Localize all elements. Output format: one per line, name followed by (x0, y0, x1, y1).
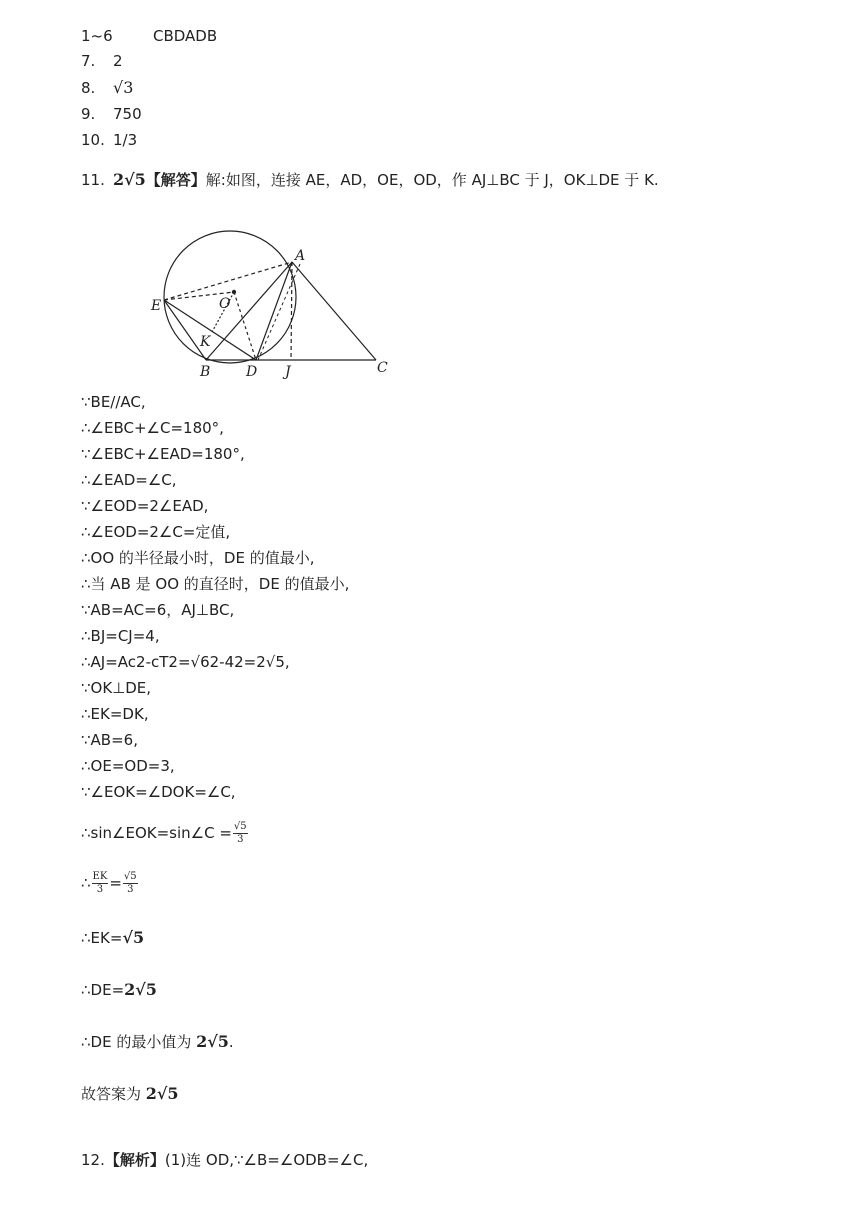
step-line: ∴∠EAD=∠C, (81, 471, 177, 489)
segment-od (234, 292, 256, 360)
answer-row-8: 8. √3 (81, 78, 134, 97)
sin-line: ∴sin∠EOK=sin∠C = $\frac{√5}{3}$ (81, 821, 247, 845)
step-line: ∴BJ=CJ=4, (81, 627, 160, 645)
step-line: ∵∠EOD=2∠EAD, (81, 497, 209, 515)
label-o: O (219, 296, 231, 312)
segment-ae (164, 262, 292, 300)
step-line: ∴EK=DK, (81, 705, 149, 723)
step-line: ∴∠EOD=2∠C=定值, (81, 523, 231, 541)
label-k: K (200, 334, 211, 350)
step-line: ∴AJ=Ac2-cT2=√62-42=2√5, (81, 653, 290, 671)
label-a: A (295, 248, 306, 264)
ratio-line: ∴ $\frac{EK}{3}$ = $\frac{√5}{3}$ (81, 871, 137, 895)
step-line: ∵AB=AC=6，AJ⊥BC, (81, 601, 235, 619)
final-answer-line: 故答案为 2√5 (81, 1084, 179, 1103)
fraction: $\frac{√5}{3}$ (123, 871, 137, 895)
segment-de (164, 300, 256, 360)
step-line: ∴OO 的半径最小时，DE 的值最小, (81, 549, 315, 567)
answer-row-10: 10. 1/3 (81, 131, 138, 149)
label-c: C (377, 360, 388, 376)
fraction: $\frac{√5}{3}$ (233, 821, 247, 845)
answer-row-7: 7. 2 (81, 52, 123, 70)
question-12-heading: 12.【解析】(1)连 OD,∵∠B=∠ODB=∠C, (81, 1151, 369, 1169)
answer-row-1-6: 1~6 CBDADB (81, 27, 218, 45)
step-line: ∵AB=6, (81, 731, 138, 749)
de-line: ∴DE=2√5 (81, 980, 157, 999)
label-d: D (246, 364, 258, 380)
label-e: E (151, 298, 162, 314)
min-value-line: ∴DE 的最小值为 2√5. (81, 1032, 234, 1051)
step-line: ∵BE//AC, (81, 393, 146, 411)
question-11-heading: 11. 2√5【解答】解:如图，连接 AE，AD，OE，OD，作 AJ⊥BC 于 J，OK⊥DE 于 K. (81, 170, 659, 189)
step-line: ∴∠EBC+∠C=180°, (81, 419, 224, 437)
step-line: ∴当 AB 是 OO 的直径时，DE 的值最小, (81, 575, 350, 593)
ek-line: ∴EK=√5 (81, 928, 145, 947)
label-b: B (200, 364, 211, 380)
label-j: J (285, 364, 291, 380)
point-o (232, 290, 236, 294)
geometry-figure (148, 222, 398, 380)
answer-row-9: 9. 750 (81, 105, 142, 123)
segment-aj (291, 262, 292, 360)
step-line: ∵∠EBC+∠EAD=180°, (81, 445, 245, 463)
segment-be (164, 300, 206, 360)
fraction: $\frac{EK}{3}$ (92, 871, 108, 895)
segment-ac (292, 262, 376, 360)
step-line: ∴OE=OD=3, (81, 757, 175, 775)
step-line: ∵∠EOK=∠DOK=∠C, (81, 783, 236, 801)
step-line: ∵OK⊥DE, (81, 679, 152, 697)
segment-ad (256, 262, 292, 360)
